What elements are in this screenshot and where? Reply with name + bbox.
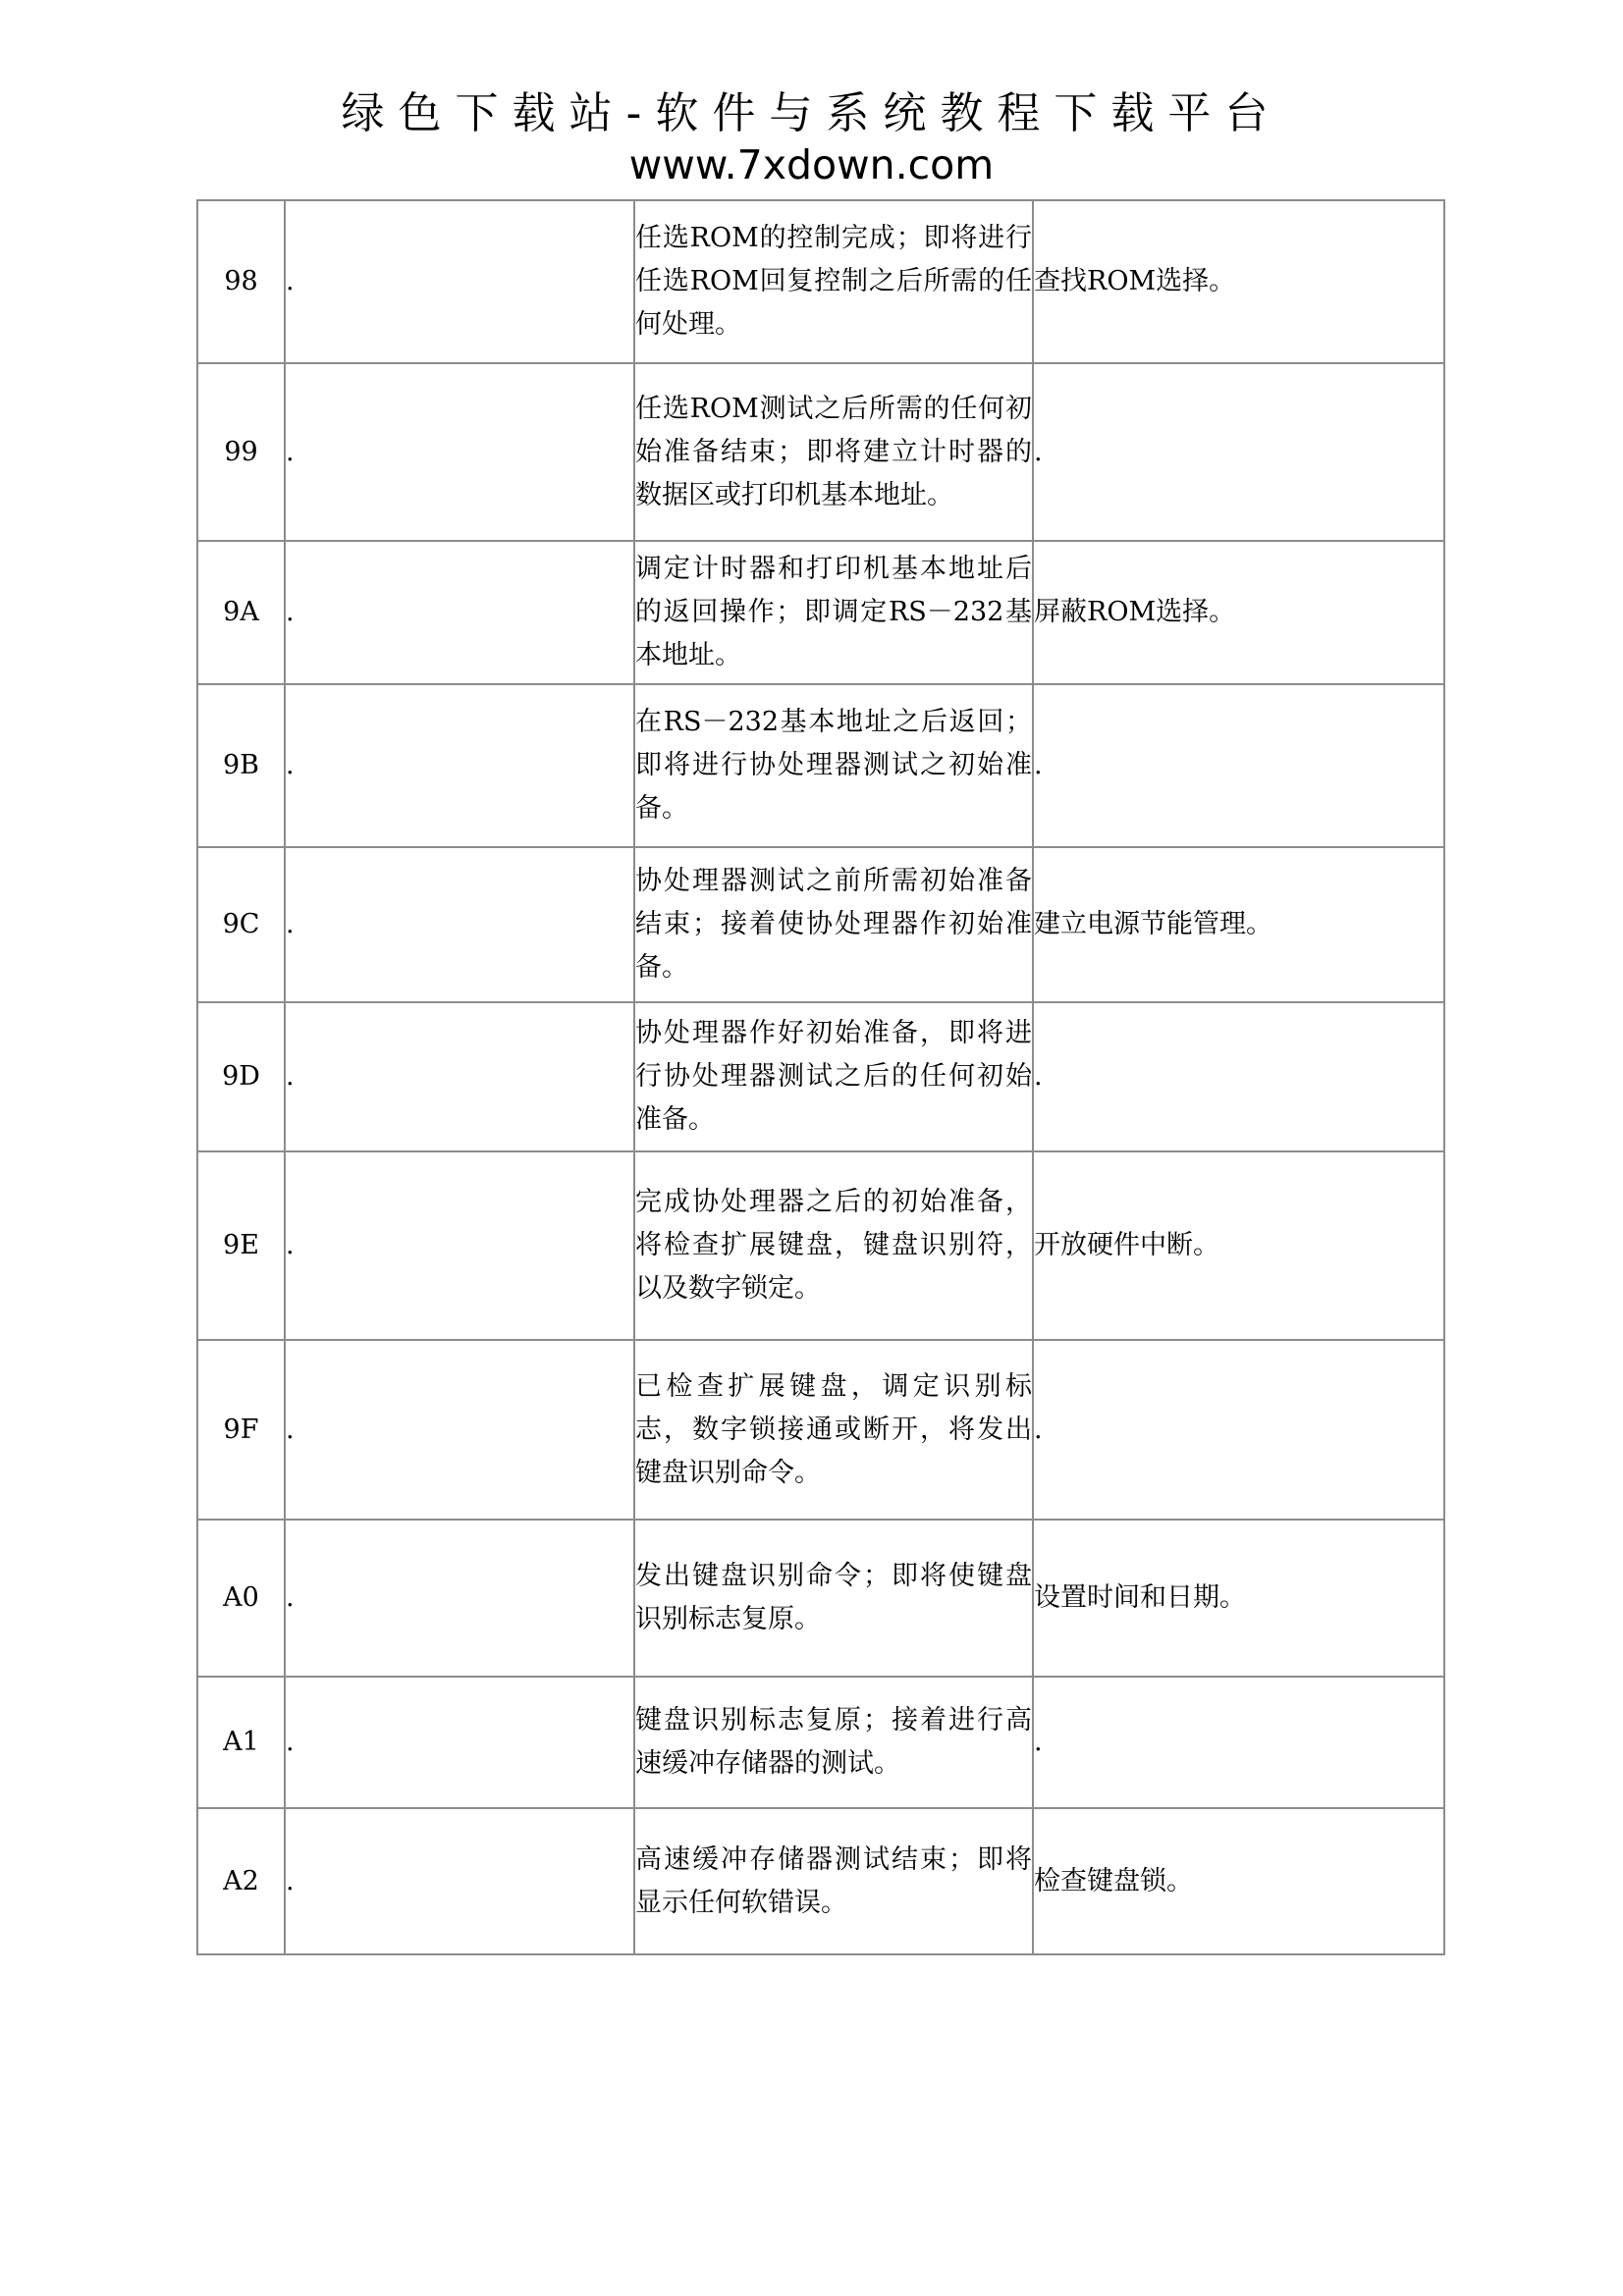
description-cell: 完成协处理器之后的初始准备，将检查扩展键盘，键盘识别符，以及数字锁定。 [634,1151,1033,1340]
mark-cell: . [285,847,634,1002]
table-row [197,363,1444,541]
mark-cell: . [285,363,634,541]
mark-cell: . [285,1677,634,1808]
header-url: www.7xdown.com [628,141,995,188]
description-cell: 任选ROM测试之后所需的任何初始准备结束；即将建立计时器的数据区或打印机基本地址。 [634,363,1033,541]
code-cell: 9E [197,1151,285,1340]
description-cell: 已检查扩展键盘，调定识别标志，数字锁接通或断开，将发出键盘识别命令。 [634,1340,1033,1520]
code-cell: 9F [197,1340,285,1520]
mark-cell: . [285,1808,634,1954]
code-cell: 9B [197,684,285,847]
table-row [197,1002,1444,1151]
table-row [197,1151,1444,1340]
description-cell: 调定计时器和打印机基本地址后的返回操作；即调定RS－232基本地址。 [634,541,1033,684]
header-title: 绿色下载站-软件与系统教程下载平台 [341,88,1282,138]
description-cell: 发出键盘识别命令；即将使键盘识别标志复原。 [634,1520,1033,1677]
description-cell: 协处理器测试之前所需初始准备结束；接着使协处理器作初始准备。 [634,847,1033,1002]
mark-cell: . [285,684,634,847]
action-cell: . [1033,1002,1444,1151]
code-cell: A2 [197,1808,285,1954]
action-cell: 设置时间和日期。 [1033,1520,1444,1677]
code-cell: 9D [197,1002,285,1151]
action-cell: 查找ROM选择。 [1033,200,1444,363]
table-row [197,200,1444,363]
action-cell: . [1033,684,1444,847]
action-cell: 开放硬件中断。 [1033,1151,1444,1340]
action-cell: . [1033,363,1444,541]
table-row [197,1520,1444,1677]
action-cell: . [1033,1677,1444,1808]
action-cell: 检查键盘锁。 [1033,1808,1444,1954]
action-cell: . [1033,1340,1444,1520]
description-cell: 在RS－232基本地址之后返回；即将进行协处理器测试之初始准备。 [634,684,1033,847]
table-row [197,1808,1444,1954]
post-code-table [196,199,1445,1955]
table-row [197,847,1444,1002]
code-cell: 98 [197,200,285,363]
mark-cell: . [285,1340,634,1520]
action-cell: 建立电源节能管理。 [1033,847,1444,1002]
mark-cell: . [285,1520,634,1677]
code-cell: A0 [197,1520,285,1677]
action-cell: 屏蔽ROM选择。 [1033,541,1444,684]
mark-cell: . [285,1002,634,1151]
description-cell: 高速缓冲存储器测试结束；即将显示任何软错误。 [634,1808,1033,1954]
code-cell: 9A [197,541,285,684]
description-cell: 任选ROM的控制完成；即将进行任选ROM回复控制之后所需的任何处理。 [634,200,1033,363]
description-cell: 协处理器作好初始准备，即将进行协处理器测试之后的任何初始准备。 [634,1002,1033,1151]
mark-cell: . [285,1151,634,1340]
mark-cell: . [285,541,634,684]
description-cell: 键盘识别标志复原；接着进行高速缓冲存储器的测试。 [634,1677,1033,1808]
code-cell: 9C [197,847,285,1002]
table-row [197,1340,1444,1520]
code-cell: 99 [197,363,285,541]
table-row [197,541,1444,684]
table-row [197,684,1444,847]
code-cell: A1 [197,1677,285,1808]
table-row [197,1677,1444,1808]
mark-cell: . [285,200,634,363]
